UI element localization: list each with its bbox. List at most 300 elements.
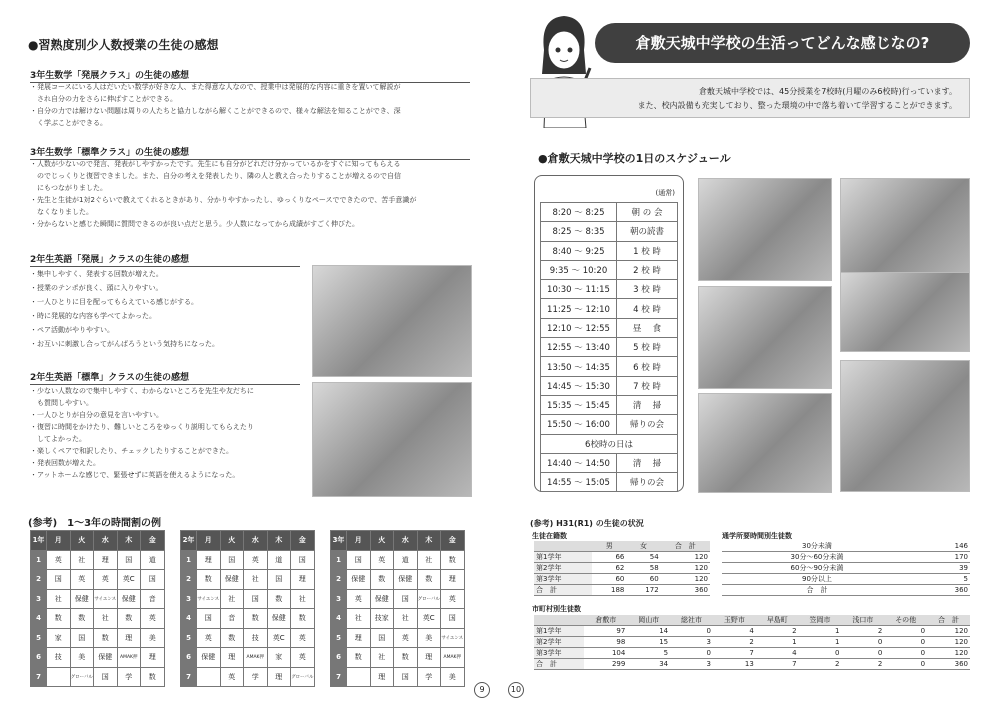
subject-cell: 英: [441, 589, 465, 609]
photo-reading: [698, 178, 832, 281]
subject-cell: 数: [94, 628, 118, 648]
subject-cell: グローバル: [70, 667, 94, 687]
row-label: 第2学年: [534, 563, 592, 574]
subject-cell: 保健: [267, 609, 291, 629]
subject-cell: 国: [117, 550, 141, 570]
header-cell: 岡山市: [627, 615, 670, 626]
header-cell: 合 計: [927, 615, 970, 626]
header-cell: 倉敷市: [584, 615, 627, 626]
subject-cell: 美: [70, 648, 94, 668]
period-cell: 4: [31, 609, 47, 629]
value-cell: 1: [799, 626, 842, 637]
subject-cell: 英: [370, 550, 394, 570]
value-cell: 2: [841, 659, 884, 670]
list-item: ・集中しやすく、発表する回数が増えた。: [30, 270, 163, 278]
table-row: [541, 473, 678, 492]
value-cell: 120: [927, 648, 970, 659]
subject-cell: 国: [370, 628, 394, 648]
subject-cell: 社: [47, 589, 71, 609]
s2-title: 3年生数学「標準クラス」の生徒の感想: [30, 145, 470, 160]
subject-cell: 数: [47, 609, 71, 629]
time-cell: 15:50 ～ 16:00: [541, 415, 617, 434]
subject-cell: グローバル: [417, 589, 441, 609]
value-cell: 170: [912, 552, 970, 563]
list-item: ・ペア活動がやりやすい。: [30, 326, 114, 334]
day-header: 水: [94, 531, 118, 551]
list-item: ・発展コースにいる人はだいたい数学が好きな人、また得意な人なので、授業中は発展的な内容に重きを置いて解説が: [30, 83, 401, 91]
period-cell: 5: [181, 628, 197, 648]
value-cell: 0: [841, 637, 884, 648]
subject-cell: グローバル: [291, 667, 315, 687]
page-banner: 倉敷天城中学校の生活ってどんな感じなの?: [595, 23, 970, 63]
table-row: [541, 280, 678, 299]
value-cell: 1: [799, 637, 842, 648]
header-cell: 玉野市: [713, 615, 756, 626]
value-cell: 0: [884, 637, 927, 648]
subject-cell: 理: [291, 570, 315, 590]
period-cell: 2: [331, 570, 347, 590]
subject-cell: 英: [197, 628, 221, 648]
subject-cell: 数: [370, 570, 394, 590]
schedule-title: ●倉敷天城中学校の1日のスケジュール: [538, 152, 731, 165]
subject-cell: 国: [47, 570, 71, 590]
subject-cell: サイエンス: [441, 628, 465, 648]
day-header: 月: [347, 531, 371, 551]
value-cell: 58: [626, 563, 660, 574]
list-item: してよかった。: [30, 435, 86, 443]
enroll-label: 生徒在籍数: [532, 532, 567, 540]
period-cell: 5: [31, 628, 47, 648]
time-cell: 8:40 ～ 9:25: [541, 241, 617, 260]
photo-classroom: [698, 286, 832, 389]
subject-cell: 数: [267, 589, 291, 609]
enroll-table: [534, 541, 710, 596]
subject-cell: 数: [220, 628, 244, 648]
page-number-right: 10: [508, 682, 524, 698]
timetable-grade1: [30, 530, 165, 687]
activity-cell: 3 校 時: [617, 280, 678, 299]
subject-cell: 社: [417, 550, 441, 570]
table-row: [541, 222, 678, 241]
period-cell: 7: [31, 667, 47, 687]
day-header: 火: [70, 531, 94, 551]
value-cell: 14: [627, 626, 670, 637]
value-cell: 0: [841, 648, 884, 659]
table-row: [541, 318, 678, 337]
subject-cell: 英: [94, 570, 118, 590]
s3-list: [30, 267, 219, 351]
activity-cell: 朝 の 会: [617, 203, 678, 222]
day-header: 火: [220, 531, 244, 551]
value-cell: 0: [670, 626, 713, 637]
activity-cell: 4 校 時: [617, 299, 678, 318]
s4-list: [30, 385, 254, 481]
day-header: 金: [291, 531, 315, 551]
subject-cell: 理: [117, 628, 141, 648]
time-cell: 8:25 ～ 8:35: [541, 222, 617, 241]
list-item: ・自分の力では解けない問題は周りの人たちと協力しながら解くことができるので、様々な解法を知ることができ、深: [30, 107, 401, 115]
table-row: [541, 260, 678, 279]
period-cell: 3: [331, 589, 347, 609]
header-cell: 女: [626, 541, 660, 552]
list-item: され自分の力をさらに伸ばすことができる。: [30, 95, 177, 103]
activity-cell: 2 校 時: [617, 260, 678, 279]
page-number-left: 9: [474, 682, 490, 698]
section-heading: ●習熟度別少人数授業の生徒の感想: [28, 38, 219, 52]
list-item: のでじっくりと復習できました。また、自分の考えを発表したり、隣の人と教え合ったりすることが増えるので自信: [30, 172, 401, 180]
subject-cell: 保健: [394, 570, 418, 590]
schedule-box: [534, 175, 684, 492]
subject-cell: 学: [244, 667, 268, 687]
row-label: 第1学年: [534, 552, 592, 563]
subject-cell: AMAK押: [244, 648, 268, 668]
value-cell: 5: [627, 648, 670, 659]
subject-cell: 保健: [117, 589, 141, 609]
subject-cell: 英C: [117, 570, 141, 590]
subject-cell: 技: [244, 628, 268, 648]
subject-cell: 国: [197, 609, 221, 629]
subject-cell: 保健: [94, 648, 118, 668]
subject-cell: 音: [220, 609, 244, 629]
row-label: 合 計: [534, 585, 592, 596]
schedule-note: (通常): [655, 189, 675, 197]
period-cell: 3: [181, 589, 197, 609]
table-row: [541, 338, 678, 357]
subject-cell: 理: [94, 550, 118, 570]
row-label: 90分以上: [722, 574, 912, 585]
list-item: ・一人ひとりが自分の意見を言いやすい。: [30, 411, 163, 419]
subject-cell: 数: [70, 609, 94, 629]
day-header: 月: [47, 531, 71, 551]
list-item: ・少ない人数なので集中しやすく、わからないところを先生や友だちに: [30, 387, 254, 395]
subject-cell: 国: [267, 570, 291, 590]
row-label: 第3学年: [534, 648, 584, 659]
subject-cell: 英: [47, 550, 71, 570]
header-cell: 男: [592, 541, 626, 552]
table-row: [541, 395, 678, 414]
subject-cell: 理: [417, 648, 441, 668]
table-row: [541, 357, 678, 376]
period-cell: 6: [331, 648, 347, 668]
time-cell: 14:55 ～ 15:05: [541, 473, 617, 492]
subject-cell: 国: [347, 550, 371, 570]
list-item: ・時に発展的な内容も学べてよかった。: [30, 312, 156, 320]
time-cell: 13:50 ～ 14:35: [541, 357, 617, 376]
period-cell: 5: [331, 628, 347, 648]
subject-cell: 国: [291, 550, 315, 570]
activity-cell: 清 掃: [617, 453, 678, 472]
time-cell: 10:30 ～ 11:15: [541, 280, 617, 299]
timetable-grade3: [330, 530, 465, 687]
day-header: 木: [417, 531, 441, 551]
subject-cell: 英C: [267, 628, 291, 648]
value-cell: 120: [661, 552, 710, 563]
subject-cell: 家: [47, 628, 71, 648]
subject-cell: 道: [394, 550, 418, 570]
s3-title: 2年生英語「発展」クラスの生徒の感想: [30, 252, 300, 267]
value-cell: 54: [626, 552, 660, 563]
commute-table: [722, 541, 970, 596]
activity-cell: 昼 食: [617, 318, 678, 337]
timetable-title: (参考) 1～3年の時間割の例: [28, 518, 162, 529]
schedule-table: [540, 202, 678, 492]
value-cell: 104: [584, 648, 627, 659]
value-cell: 39: [912, 563, 970, 574]
subject-cell: 英: [347, 589, 371, 609]
list-item: ・お互いに刺激し合ってがんばろうという気持ちになった。: [30, 340, 219, 348]
period-cell: 1: [331, 550, 347, 570]
row-label: 第2学年: [534, 637, 584, 648]
time-cell: 15:35 ～ 15:45: [541, 395, 617, 414]
photo-corridor: [840, 360, 970, 492]
subject-cell: 国: [441, 609, 465, 629]
subject-cell: 保健: [370, 589, 394, 609]
subject-cell: 数: [197, 570, 221, 590]
grade-label: 2年: [181, 531, 197, 551]
value-cell: 360: [912, 585, 970, 596]
subject-cell: 学: [417, 667, 441, 687]
english-standard-photo: [312, 382, 472, 497]
subject-cell: 英: [244, 550, 268, 570]
info-line: 倉敷天城中学校では、45分授業を7校時(月曜のみ6校時)行っています。: [699, 87, 957, 96]
list-item: ・一人ひとりに目を配ってもらえている感じがする。: [30, 298, 198, 306]
value-cell: 7: [713, 648, 756, 659]
time-cell: 12:55 ～ 13:40: [541, 338, 617, 357]
day-header: 金: [441, 531, 465, 551]
city-table: [534, 615, 970, 670]
value-cell: 120: [661, 574, 710, 585]
activity-cell: 帰りの会: [617, 415, 678, 434]
list-item: ・先生と生徒が1対2ぐらいで教えてくれるときがあり、分かりやすかったし、ゆっくりなペースでできたので、苦手意識が: [30, 196, 417, 204]
time-cell: 8:20 ～ 8:25: [541, 203, 617, 222]
list-item: ・楽しくペアで和訳したり、チェックしたりすることができた。: [30, 447, 233, 455]
subject-cell: 数: [417, 570, 441, 590]
subject-cell: [47, 667, 71, 687]
header-cell: 早島町: [756, 615, 799, 626]
value-cell: 60: [626, 574, 660, 585]
subject-cell: サイエンス: [94, 589, 118, 609]
value-cell: 15: [627, 637, 670, 648]
subject-cell: 学: [117, 667, 141, 687]
time-cell: 14:40 ～ 14:50: [541, 453, 617, 472]
city-label: 市町村別生徒数: [532, 605, 581, 613]
subject-cell: 道: [267, 550, 291, 570]
value-cell: 2: [756, 626, 799, 637]
subject-cell: 英: [291, 628, 315, 648]
subject-cell: 技家: [370, 609, 394, 629]
day-header: 水: [244, 531, 268, 551]
period-cell: 6: [181, 648, 197, 668]
subject-cell: 理: [220, 648, 244, 668]
day-header: 月: [197, 531, 221, 551]
subject-cell: 理: [347, 628, 371, 648]
subject-cell: 社: [70, 550, 94, 570]
subject-cell: 英: [141, 609, 165, 629]
subject-cell: 社: [220, 589, 244, 609]
header-cell: 浅口市: [841, 615, 884, 626]
activity-cell: 1 校 時: [617, 241, 678, 260]
subject-cell: 保健: [197, 648, 221, 668]
subject-cell: サイエンス: [197, 589, 221, 609]
s1-list: [30, 81, 401, 129]
value-cell: 360: [661, 585, 710, 596]
photo-gym: [840, 178, 970, 280]
subject-cell: 国: [94, 667, 118, 687]
day-header: 金: [141, 531, 165, 551]
activity-cell: 朝の読書: [617, 222, 678, 241]
grade-label: 1年: [31, 531, 47, 551]
right-page: [500, 0, 1000, 707]
subject-cell: 美: [417, 628, 441, 648]
header-cell: 笠岡市: [799, 615, 842, 626]
grade-label: 3年: [331, 531, 347, 551]
period-cell: 4: [181, 609, 197, 629]
period-cell: 1: [31, 550, 47, 570]
subject-cell: 国: [394, 589, 418, 609]
time-cell: 11:25 ～ 12:10: [541, 299, 617, 318]
s4-title: 2年生英語「標準」クラスの生徒の感想: [30, 370, 300, 385]
row-label: 30分～60分未満: [722, 552, 912, 563]
row-label: 合 計: [722, 585, 912, 596]
time-cell: 14:45 ～ 15:30: [541, 376, 617, 395]
timetable-grade2: [180, 530, 315, 687]
subject-cell: 英: [394, 628, 418, 648]
activity-cell: 清 掃: [617, 395, 678, 414]
row-label: 30分未満: [722, 541, 912, 552]
subject-cell: 理: [141, 648, 165, 668]
subject-cell: 保健: [70, 589, 94, 609]
list-item: く学ぶことができる。: [30, 119, 107, 127]
value-cell: 120: [927, 626, 970, 637]
period-cell: 1: [181, 550, 197, 570]
value-cell: 120: [927, 637, 970, 648]
value-cell: 0: [884, 659, 927, 670]
period-cell: 6: [31, 648, 47, 668]
period-cell: 7: [181, 667, 197, 687]
subject-cell: 社: [244, 570, 268, 590]
list-item: ・人数が少ないので発言、発表がしやすかったです。先生にも自分がどれだけ分かっているかをすぐに知ってもらえる: [30, 160, 401, 168]
value-cell: 0: [799, 648, 842, 659]
period-cell: 2: [181, 570, 197, 590]
subject-cell: AMAK押: [441, 648, 465, 668]
value-cell: 62: [592, 563, 626, 574]
subject-cell: 美: [441, 667, 465, 687]
subject-cell: 英: [70, 570, 94, 590]
row-label: 第3学年: [534, 574, 592, 585]
subject-cell: 家: [267, 648, 291, 668]
value-cell: 7: [756, 659, 799, 670]
period-cell: 4: [331, 609, 347, 629]
list-item: ・発表回数が増えた。: [30, 459, 100, 467]
subject-cell: 道: [141, 550, 165, 570]
value-cell: 0: [670, 648, 713, 659]
subject-cell: 英: [220, 667, 244, 687]
subject-cell: 数: [347, 648, 371, 668]
subject-cell: 数: [141, 667, 165, 687]
period-cell: 7: [331, 667, 347, 687]
value-cell: 3: [670, 659, 713, 670]
value-cell: 2: [841, 626, 884, 637]
subject-cell: 英C: [417, 609, 441, 629]
six-period-note: 6校時の日は: [541, 434, 678, 453]
subject-cell: 社: [394, 609, 418, 629]
value-cell: 66: [592, 552, 626, 563]
value-cell: 2: [799, 659, 842, 670]
table-row: [541, 241, 678, 260]
stats-title: (参考) H31(R1) の生徒の状況: [530, 519, 644, 528]
row-label: 第1学年: [534, 626, 584, 637]
activity-cell: 6 校 時: [617, 357, 678, 376]
list-item: にもつながりました。: [30, 184, 107, 192]
subject-cell: 理: [197, 550, 221, 570]
header-cell: 総社市: [670, 615, 713, 626]
value-cell: 13: [713, 659, 756, 670]
subject-cell: 保健: [347, 570, 371, 590]
subject-cell: 数: [244, 609, 268, 629]
subject-cell: 国: [220, 550, 244, 570]
table-row: [541, 415, 678, 434]
subject-cell: 理: [267, 667, 291, 687]
value-cell: 360: [927, 659, 970, 670]
value-cell: 188: [592, 585, 626, 596]
activity-cell: 5 校 時: [617, 338, 678, 357]
time-cell: 12:10 ～ 12:55: [541, 318, 617, 337]
subject-cell: 数: [117, 609, 141, 629]
list-item: なくなりました。: [30, 208, 93, 216]
value-cell: 4: [713, 626, 756, 637]
list-item: ・復習に時間をかけたり、難しいところをゆっくり説明してもらえたり: [30, 423, 254, 431]
table-row: [541, 203, 678, 222]
activity-cell: 帰りの会: [617, 473, 678, 492]
list-item: ・分からないと感じた瞬間に質問できるのが良い点だと思う。少人数になってから成績がすごく伸びた。: [30, 220, 359, 228]
value-cell: 172: [626, 585, 660, 596]
subject-cell: 美: [141, 628, 165, 648]
value-cell: 146: [912, 541, 970, 552]
time-cell: 9:35 ～ 10:20: [541, 260, 617, 279]
value-cell: 60: [592, 574, 626, 585]
value-cell: 2: [713, 637, 756, 648]
photo-desk: [840, 272, 970, 352]
value-cell: 1: [756, 637, 799, 648]
subject-cell: [347, 667, 371, 687]
subject-cell: 保健: [220, 570, 244, 590]
table-row: [541, 376, 678, 395]
english-class-photo: [312, 265, 472, 377]
list-item: ・授業のテンポが良く、頭に入りやすい。: [30, 284, 163, 292]
header-cell: [534, 541, 592, 552]
subject-cell: 国: [394, 667, 418, 687]
value-cell: 0: [884, 648, 927, 659]
row-label: 60分～90分未満: [722, 563, 912, 574]
value-cell: 3: [670, 637, 713, 648]
subject-cell: 技: [47, 648, 71, 668]
subject-cell: 国: [70, 628, 94, 648]
subject-cell: 数: [291, 609, 315, 629]
s2-list: [30, 158, 416, 230]
subject-cell: [197, 667, 221, 687]
commute-label: 通学所要時間別生徒数: [722, 532, 792, 540]
day-header: 木: [117, 531, 141, 551]
subject-cell: 数: [441, 550, 465, 570]
day-header: 火: [370, 531, 394, 551]
subject-cell: 数: [394, 648, 418, 668]
value-cell: 5: [912, 574, 970, 585]
subject-cell: 国: [244, 589, 268, 609]
info-box: [530, 78, 970, 118]
value-cell: 97: [584, 626, 627, 637]
value-cell: 4: [756, 648, 799, 659]
period-cell: 2: [31, 570, 47, 590]
